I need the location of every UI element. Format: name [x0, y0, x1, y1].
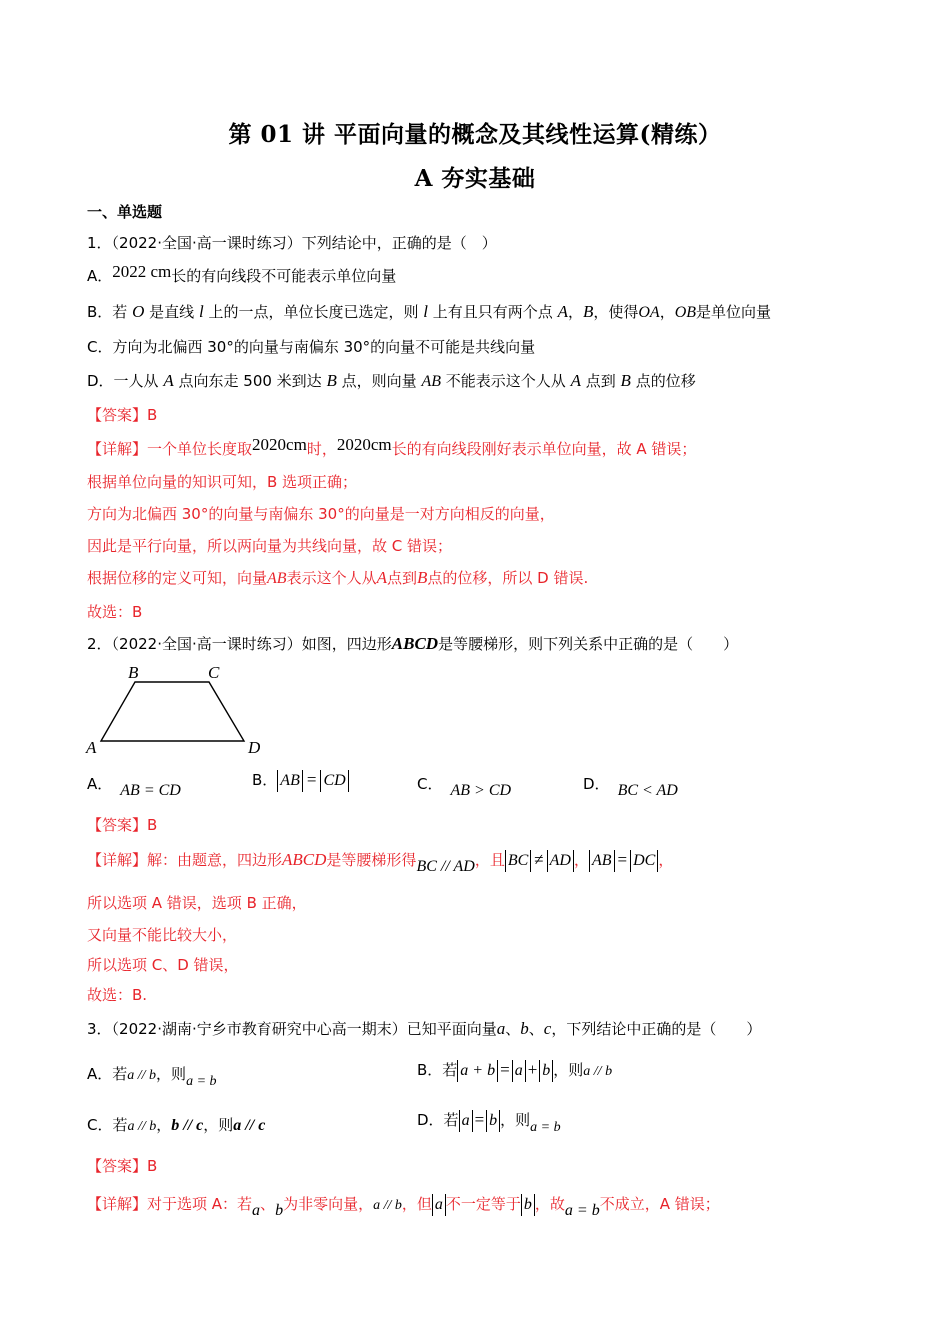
q2-exp1-par: BC // AD	[416, 858, 475, 875]
q2-explanation-1	[87, 850, 674, 875]
q1-b-l: l	[198, 302, 204, 321]
q1-exp5-t3: 点到	[386, 569, 417, 587]
q3-d-t1: D．若	[417, 1111, 459, 1129]
q2-exp1-abcd: ABCD	[282, 850, 327, 869]
q3-a-m2: a = b	[186, 1074, 217, 1089]
page-title: 第 01 讲 平面向量的概念及其线性运算(精练）	[228, 121, 722, 148]
q1-b-l2: l	[423, 302, 428, 321]
q1-stem: 1．（2022·全国·高一课时练习）下列结论中，正确的是（ ）	[87, 234, 497, 252]
q2-b-right: CD	[320, 770, 348, 792]
q3-exp-label: 【详解】	[87, 1195, 148, 1213]
q3-exp1-abs-a: a	[432, 1194, 446, 1216]
q3-c-m3: a // c	[233, 1117, 266, 1134]
q3-c-t3: ，则	[203, 1116, 234, 1134]
q1-a-math: 2022 cm	[112, 262, 172, 281]
q3-exp1-s: 、	[260, 1195, 276, 1213]
q3-stem-s2: 、	[528, 1020, 544, 1038]
q2-exp1-ad: AD	[547, 850, 574, 872]
q2-exp1-eq: =	[617, 850, 628, 869]
q3-d-t2: ，则	[500, 1111, 531, 1129]
q2-exp1-t3: ，且	[474, 851, 505, 869]
q2-b-left: AB	[277, 770, 303, 792]
fig-label-c: C	[208, 663, 220, 682]
q3-d-m1: a	[459, 1110, 473, 1132]
q3-stem	[87, 1019, 761, 1039]
q3-b-m4: a // b	[583, 1064, 613, 1079]
q3-option-b	[417, 1060, 612, 1082]
q1-explanation-5	[87, 568, 588, 589]
q3-exp1-eq: a = b	[564, 1202, 600, 1219]
q1-b-label: B．若	[87, 303, 128, 321]
q1-d-t2: 点向东走 500 米到达	[178, 372, 322, 390]
q3-a-m1: a // b	[127, 1068, 157, 1083]
q3-a-t2: ，则	[156, 1065, 187, 1083]
q1-a-label: A．	[87, 267, 113, 285]
q1-a-text: 长的有向线段不可能表示单位向量	[171, 267, 397, 285]
q2-a-math: AB = CD	[120, 782, 181, 799]
q1-d-A2: A	[570, 371, 581, 390]
q2-exp1-t1: 解：由题意，四边形	[147, 851, 283, 869]
q2-stem-abcd: ABCD	[391, 634, 439, 653]
q2-explanation-5: 故选：B.	[87, 986, 148, 1004]
q3-option-a	[87, 1064, 217, 1089]
q1-exp5-t2: 表示这个人从	[286, 569, 377, 587]
q1-exp5-AB: AB	[267, 570, 287, 587]
q3-stem-b: b	[520, 1019, 529, 1038]
q3-d-eq: =	[474, 1110, 485, 1129]
q3-stem-t1: 3．（2022·湖南·宁乡市教育研究中心高一期末）已知平面向量	[87, 1020, 497, 1038]
q2-option-b	[252, 770, 349, 792]
q2-b-label: B．	[252, 771, 278, 789]
q3-option-d	[417, 1110, 561, 1135]
q1-explanation-4: 因此是平行向量，所以两向量为共线向量，故 C 错误；	[87, 537, 453, 555]
q1-exp1-m1: 2020cm	[252, 435, 307, 454]
q1-b-t1: 是直线	[149, 303, 195, 321]
q1-d-AB: AB	[421, 373, 441, 390]
q1-exp-label: 【详解】	[87, 440, 148, 458]
q2-exp1-neq: ≠	[534, 850, 544, 869]
q2-stem-t2: 是等腰梯形，则下列关系中正确的是（ ）	[438, 635, 739, 653]
q3-c-t1: C．若	[87, 1116, 128, 1134]
q2-d-label: D．	[583, 775, 610, 793]
q2-answer: 【答案】B	[87, 816, 158, 834]
q3-a-t1: A．若	[87, 1065, 128, 1083]
q2-a-label: A．	[87, 775, 113, 793]
section-heading: 一、单选题	[87, 203, 163, 221]
q1-b-comma2: ，	[659, 303, 675, 321]
q2-exp1-ab: AB	[589, 850, 615, 872]
q2-c-label: C．	[417, 775, 443, 793]
q2-b-eq: =	[306, 770, 317, 789]
q3-exp1-t6: 不成立，A 错误；	[599, 1195, 720, 1213]
q3-b-t2: ，则	[553, 1061, 584, 1079]
q3-exp1-par: a // b	[373, 1198, 402, 1213]
q3-b-t1: B．若	[417, 1061, 458, 1079]
q1-exp5-A: A	[376, 568, 387, 587]
q1-explanation-1	[87, 435, 697, 459]
q1-d-t4: 不能表示这个人从	[445, 372, 566, 390]
q1-option-c: C．方向为北偏西 30°的向量与南偏东 30°的向量不可能是共线向量	[87, 338, 536, 356]
q2-exp1-bc: BC	[505, 850, 531, 872]
q3-exp1-t4: 不一定等于	[445, 1195, 521, 1213]
q2-stem	[87, 634, 738, 654]
q3-c-m1: a // b	[127, 1119, 157, 1134]
q3-b-plus: +	[527, 1060, 538, 1079]
q1-d-t6: 点的位移	[635, 372, 696, 390]
q3-exp1-t3: ，但	[401, 1195, 432, 1213]
q3-d-m3: a = b	[530, 1120, 561, 1135]
q1-b-OA: OA	[638, 304, 660, 321]
q3-b-m2: a	[512, 1060, 526, 1082]
q1-d-B: B	[326, 371, 337, 390]
q3-d-m2: b	[486, 1110, 500, 1132]
q2-explanation-2: 所以选项 A 错误，选项 B 正确，	[87, 894, 307, 912]
q3-b-m3: b	[539, 1060, 553, 1082]
q3-c-m2: b // c	[171, 1117, 204, 1134]
q1-answer: 【答案】B	[87, 406, 158, 424]
q3-exp1-abs-b: b	[521, 1194, 535, 1216]
q3-b-m1: a + b	[457, 1060, 498, 1082]
q3-exp1-t1: 对于选项 A：若	[147, 1195, 253, 1213]
fig-label-b: B	[128, 663, 139, 682]
q2-exp1-t5: ，	[658, 851, 674, 869]
fig-label-a: A	[86, 738, 97, 757]
q3-option-c	[87, 1115, 265, 1137]
q1-b-OB: OB	[674, 304, 697, 321]
q1-exp1-m2: 2020cm	[336, 435, 392, 454]
q1-b-A: A	[557, 302, 568, 321]
q3-answer: 【答案】B	[87, 1157, 158, 1175]
q3-exp1-t5: ，故	[534, 1195, 565, 1213]
q3-b-eq: =	[500, 1060, 510, 1079]
q1-b-o: O	[132, 302, 145, 321]
q1-d-t5: 点到	[585, 372, 616, 390]
q2-exp1-dc: DC	[630, 850, 658, 872]
page-subtitle: A 夯实基础	[414, 165, 536, 192]
q1-exp5-B: B	[416, 568, 428, 587]
q3-stem-s1: 、	[505, 1020, 521, 1038]
q1-d-t3: 点，则向量	[341, 372, 417, 390]
q1-option-d	[87, 371, 696, 392]
q1-explanation-3: 方向为北偏西 30°的向量与南偏东 30°的向量是一对方向相反的向量，	[87, 505, 555, 523]
q2-exp-label: 【详解】	[87, 851, 148, 869]
q1-d-A: A	[163, 371, 174, 390]
q2-option-d	[583, 774, 678, 799]
trapezoid-figure	[84, 660, 270, 758]
q3-exp1-b: b	[275, 1202, 284, 1219]
q1-b-t4: ，使得	[593, 303, 639, 321]
q2-option-c	[417, 774, 512, 799]
q1-exp5-t4: 点的位移，所以 D 错误.	[427, 569, 589, 587]
q1-exp1-t2: 时，	[306, 440, 337, 458]
q2-explanation-4: 所以选项 C、D 错误，	[87, 956, 239, 974]
q1-b-comma: ，	[567, 303, 583, 321]
q2-stem-t1: 2．（2022·全国·高一课时练习）如图，四边形	[87, 635, 392, 653]
q3-stem-t2: ，下列结论中正确的是（ ）	[551, 1020, 762, 1038]
q3-stem-c: c	[543, 1019, 552, 1038]
q1-exp1-t3: 长的有向线段刚好表示单位向量，故 A 错误；	[391, 440, 697, 458]
q3-stem-a: a	[496, 1019, 506, 1038]
q1-exp1-t1: 一个单位长度取	[147, 440, 253, 458]
q1-b-t5: 是单位向量	[696, 303, 772, 321]
trapezoid-shape	[101, 682, 244, 741]
q1-d-t1: D．一人从	[87, 372, 159, 390]
q2-option-a	[87, 774, 181, 799]
q2-c-math: AB > CD	[450, 782, 512, 799]
q3-exp1-a: a	[252, 1202, 261, 1219]
q1-explanation-6: 故选：B	[87, 603, 143, 621]
q1-option-b	[87, 302, 771, 323]
q2-exp1-t4: ，	[573, 851, 589, 869]
q1-b-t3: 上有且只有两个点	[432, 303, 553, 321]
q1-explanation-2: 根据单位向量的知识可知，B 选项正确；	[87, 473, 358, 491]
q2-exp1-t2: 是等腰梯形得	[326, 851, 417, 869]
q2-explanation-3: 又向量不能比较大小，	[87, 926, 238, 944]
q1-d-B2: B	[620, 371, 631, 390]
q3-exp1-t2: 为非零向量，	[283, 1195, 374, 1213]
q1-b-B: B	[582, 302, 594, 321]
q3-explanation-1	[87, 1194, 720, 1219]
q1-b-t2: 上的一点，单位长度已选定，则	[208, 303, 419, 321]
fig-label-d: D	[248, 738, 261, 757]
q2-d-math: BC < AD	[617, 782, 678, 799]
q1-exp5-t1: 根据位移的定义可知，向量	[87, 569, 268, 587]
q1-option-a	[87, 262, 397, 286]
q3-c-t2: ，	[156, 1116, 172, 1134]
